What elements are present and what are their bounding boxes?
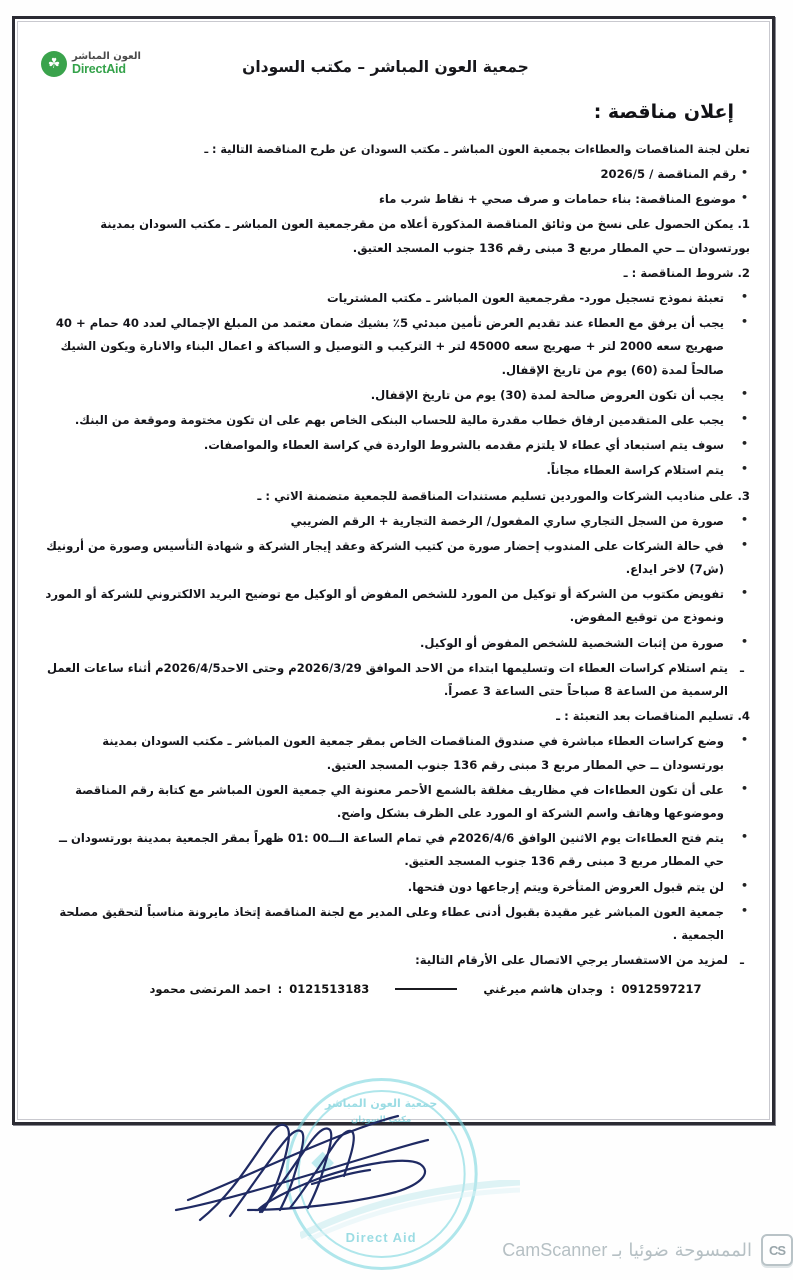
- camscanner-caption: [502, 1240, 752, 1261]
- required-doc-commercial-registry: • صورة من السجل التجاري ساري المفعول/ الرخصة التجارية + الرقم الضريبي: [41, 510, 750, 533]
- logo-english-name: DirectAid: [72, 61, 126, 76]
- condition-free-booklet: • يتم استلام كراسة العطاء مجاناً.: [41, 459, 750, 482]
- stamp-arabic-name: جمعية العون المباشر: [324, 1097, 438, 1110]
- contact-name-2: وجدان هاشم ميرغني: [483, 982, 603, 997]
- contact-separator: [395, 988, 457, 990]
- wheat-sheaf-icon: ☘: [41, 51, 67, 77]
- condition-exclusion: • سوف يتم استبعاد أي عطاء لا يلتزم مقدمه بالشروط الواردة في كراسة العطاء والمواصفات.: [41, 434, 750, 457]
- submission-box-location: • وضع كراسات العطاء مباشرة في صندوق المناقصات الخاص بمقر جمعية العون المباشر ـ مكتب السودان بمدينة بورتسودان ــ حي المطار مربع 3 مبنى رقم 136 جنوب المسجد العتيق.: [41, 730, 750, 776]
- document-border-frame: [12, 16, 775, 1125]
- camscanner-watermark: [0, 1234, 793, 1266]
- contact-phone-1: 0121513183: [289, 982, 370, 997]
- directaid-logo: [41, 51, 141, 77]
- condition-bid-bond: • يجب أن يرفق مع العطاء عند تقديم العرض تأمين مبدئي 5٪ بشيك ضمان معتمد من المبلغ الإجمالي لعدد 40 حمام + 40 صهريج سعه 2000 لتر + صهريج سعه 45000 لتر + التركيب و التوصيل و السباكة و اعمال البناء والانارة ويكون الشيك صالحاً لمدة (60) يوم من تاريخ الإقفال.: [41, 312, 750, 382]
- tender-subject-line: • موضوع المناقصة: بناء حمامات و صرف صحي + نقاط شرب ماء: [41, 188, 750, 211]
- logo-arabic-name: العون المباشر: [72, 51, 141, 63]
- clause-4-heading: 4. تسليم المناقصات بعد التعبئة : ـ: [556, 709, 750, 724]
- lead-paragraph: تعلن لجنة المناقصات والعطاءات بجمعية العون المباشر ـ مكتب السودان عن طرح المناقصة التالية : ـ: [204, 142, 750, 156]
- contact-item-2: [483, 982, 701, 996]
- camscanner-logo-icon: CS: [761, 1234, 793, 1266]
- contact-item-1: [149, 982, 369, 996]
- clause-1-documents-source: 1. يمكن الحصول على نسخ من وثائق المناقصة المذكورة أعلاه من مقرجمعية العون المباشر ـ مكتب السودان بمدينة بورتسودان ــ حي المطار مربع 3 مبنى رقم 136 جنوب المسجد العتيق.: [100, 217, 750, 255]
- condition-bank-letter: • يجب على المتقدمين ارفاق خطاب مقدرة مالية للحساب البنكى الخاص بهم على ان تكون مختومة وموقعة من البنك.: [41, 409, 750, 432]
- contact-colon-1: :: [277, 982, 283, 997]
- stamp-english-name: Direct Aid: [345, 1230, 417, 1245]
- contact-intro-line: ـ لمزيد من الاستفسار يرجي الاتصال على الأرقام التالية:: [41, 949, 750, 972]
- required-doc-id-copy: • صورة من إثبات الشخصية للشخص المفوض أو الوكيل.: [41, 632, 750, 655]
- lowest-bid-disclaimer: • جمعية العون المباشر غير مقيدة بقبول أدنى عطاء وعلى المدير مع لجنة المناقصة إتخاذ مايرونة مناسباً لتحقيق مصلحة الجمعية .: [41, 901, 750, 947]
- tender-number-line: • رقم المناقصة / 2026/5: [41, 163, 750, 186]
- camscanner-brand: CamScanner: [502, 1239, 608, 1260]
- clause-2-heading: 2. شروط المناقصة : ـ: [623, 265, 750, 280]
- required-doc-company-papers: • في حالة الشركات على المندوب إحضار صورة من كتيب الشركة وعقد إيجار الشركة و شهادة التأسيس وصورة من أرونيك (ش7) لاخر ايداع.: [41, 535, 750, 581]
- document-content: [41, 45, 750, 1112]
- contact-phone-2: 0912597217: [621, 982, 702, 997]
- clause-3-heading: 3. على مناديب الشركات والموردين تسليم مستندات المناقصة للجمعية متضمنة الاتي : ـ: [257, 488, 750, 503]
- bid-opening-datetime: • يتم فتح العطاءات يوم الاثنين الوافق 2026/4/6م في تمام الساعة الـــ00 :01 ظهراً بمقر الجمعية بمدينة بورتسودان ــ حي المطار مربع 3 مبنى رقم 136 جنوب المسجد العتيق.: [41, 827, 750, 873]
- document-header: [41, 45, 750, 79]
- required-doc-authorization: • تفويض مكتوب من الشركة أو توكيل من المورد للشخص المفوض أو الوكيل مع توضيح البريد الالكتروني للشركة أو المورد ونموذج من توقيع المفوض.: [41, 583, 750, 629]
- stamp-arabic-office: مكتب السودان: [351, 1115, 412, 1125]
- late-offers-rejected: • لن يتم قبول العروض المتأخرة ويتم إرجاعها دون فتحها.: [41, 876, 750, 899]
- contact-name-1: احمد المرتضى محمود: [149, 982, 271, 997]
- submission-sealed-envelope: • على أن تكون العطاءات في مظاريف مغلقة بالشمع الأحمر معنونة الي جمعية العون المباشر مع كتابة رقم المناقصة وموضوعها وهاتف واسم الشركة او المورد على الظرف بشكل واضح.: [41, 779, 750, 825]
- stamp-diamond-icon: [311, 1152, 334, 1175]
- camscanner-arabic-text: الممسوحة ضوئيا بـ: [612, 1239, 752, 1261]
- condition-supplier-form: • تعبئة نموذج تسجيل مورد- مقرجمعية العون المباشر ـ مكتب المشتريات: [41, 287, 750, 310]
- collection-dates-line: ـ يتم استلام كراسات العطاء ات وتسليمها ابتداء من الاحد الموافق 2026/3/29م وحتى الاحد2026/4/5م أثناء ساعات العمل الرسمية من الساعة 8 صباحاً حتى الساعة 3 عصراً.: [41, 657, 750, 703]
- contact-colon-2: :: [609, 982, 615, 997]
- organization-title: جمعية العون المباشر – مكتب السودان: [242, 58, 529, 76]
- contact-list: [41, 982, 750, 996]
- page-title: إعلان مناقصة :: [593, 100, 734, 123]
- logo-text-block: [72, 52, 141, 76]
- condition-offer-validity: • يجب أن تكون العروض صالحة لمدة (30) يوم من تاريخ الإقفال.: [41, 384, 750, 407]
- scan-swoosh-decoration: [300, 1180, 520, 1240]
